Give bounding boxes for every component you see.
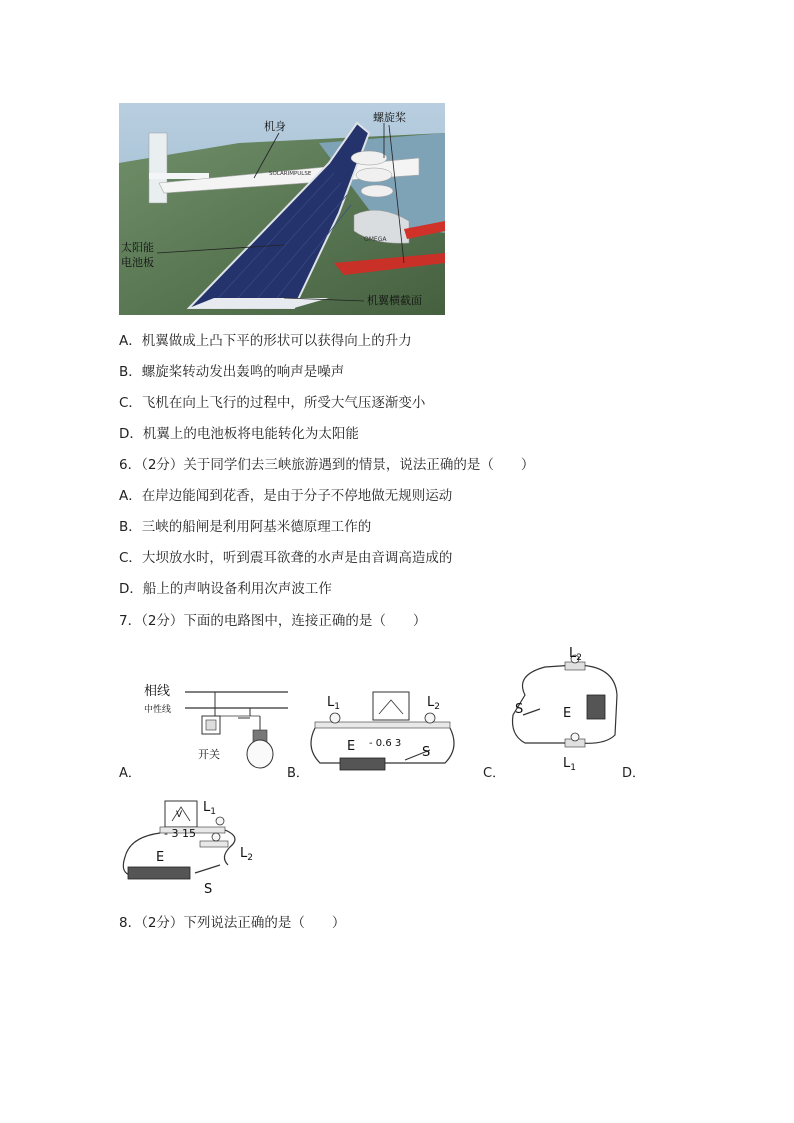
q6-option-d: D．船上的声呐设备利用次声波工作: [119, 581, 332, 597]
q7-stem: 7．（2分）下面的电路图中，连接正确的是（ ）: [119, 613, 427, 629]
d-label-l2: $L_2$: [240, 846, 253, 863]
label-solar-panel-2: 电池板: [121, 256, 154, 269]
c-label-s: S: [515, 702, 524, 717]
c-label-l1: $L_1$: [563, 756, 576, 773]
text-omega: OMEGA: [364, 236, 387, 243]
q7-option-c-label: C．: [483, 766, 506, 781]
label-wing-section: 机翼横截面: [367, 294, 422, 307]
q6-stem: 6．（2分）关于同学们去三峡旅游遇到的情景，说法正确的是（ ）: [119, 457, 535, 473]
d-label-s: S: [204, 882, 213, 897]
d-meter-symbol: V: [176, 810, 183, 820]
d-meter-scale: - 3 15: [164, 827, 196, 840]
q6-option-b: B．三峡的船闸是利用阿基米德原理工作的: [119, 519, 372, 535]
b-label-l1: $L_1$: [327, 695, 340, 712]
label-propeller: 螺旋桨: [373, 111, 406, 124]
circuit-figure-b: [305, 688, 460, 774]
b-label-l2: $L_2$: [427, 695, 440, 712]
c-label-e: E: [563, 706, 572, 721]
q5-option-b: B．螺旋桨转动发出轰鸣的响声是噪声: [119, 364, 345, 380]
text-solarimpulse: SOLARIMPULSE: [269, 171, 312, 177]
b-label-s: S: [422, 745, 431, 760]
b-meter-scale: - 0.6 3: [369, 738, 402, 749]
b-label-e: E: [347, 739, 356, 754]
label-solar-panel-1: 太阳能: [121, 241, 154, 254]
c-label-l2: $L_2$: [569, 646, 582, 663]
label-neutral-wire: 中性线: [144, 705, 172, 715]
q7-option-d-label: D．: [622, 766, 646, 781]
q8-stem: 8．（2分）下列说法正确的是（ ）: [119, 915, 346, 931]
solar-plane-figure: [119, 103, 445, 315]
d-label-e: E: [156, 850, 165, 865]
q5-option-c: C．飞机在向上飞行的过程中，所受大气压逐渐变小: [119, 395, 426, 411]
q6-option-a: A．在岸边能闻到花香，是由于分子不停地做无规则运动: [119, 488, 453, 504]
q6-option-c: C．大坝放水时，听到震耳欲聋的水声是由音调高造成的: [119, 550, 453, 566]
circuit-figure-a: [140, 678, 290, 774]
q7-option-a-label: A．: [119, 766, 141, 781]
d-label-l1: $L_1$: [203, 800, 216, 817]
circuit-figure-c: [505, 645, 630, 775]
q5-option-d: D．机翼上的电池板将电能转化为太阳能: [119, 426, 359, 442]
label-live-wire: 相线: [144, 684, 171, 699]
label-fuselage: 机身: [264, 120, 286, 133]
label-switch: 开关: [198, 748, 220, 761]
q5-option-a: A．机翼做成上凸下平的形状可以获得向上的升力: [119, 333, 412, 349]
q7-option-b-label: B．: [287, 766, 309, 781]
circuit-figure-d: [120, 797, 265, 899]
